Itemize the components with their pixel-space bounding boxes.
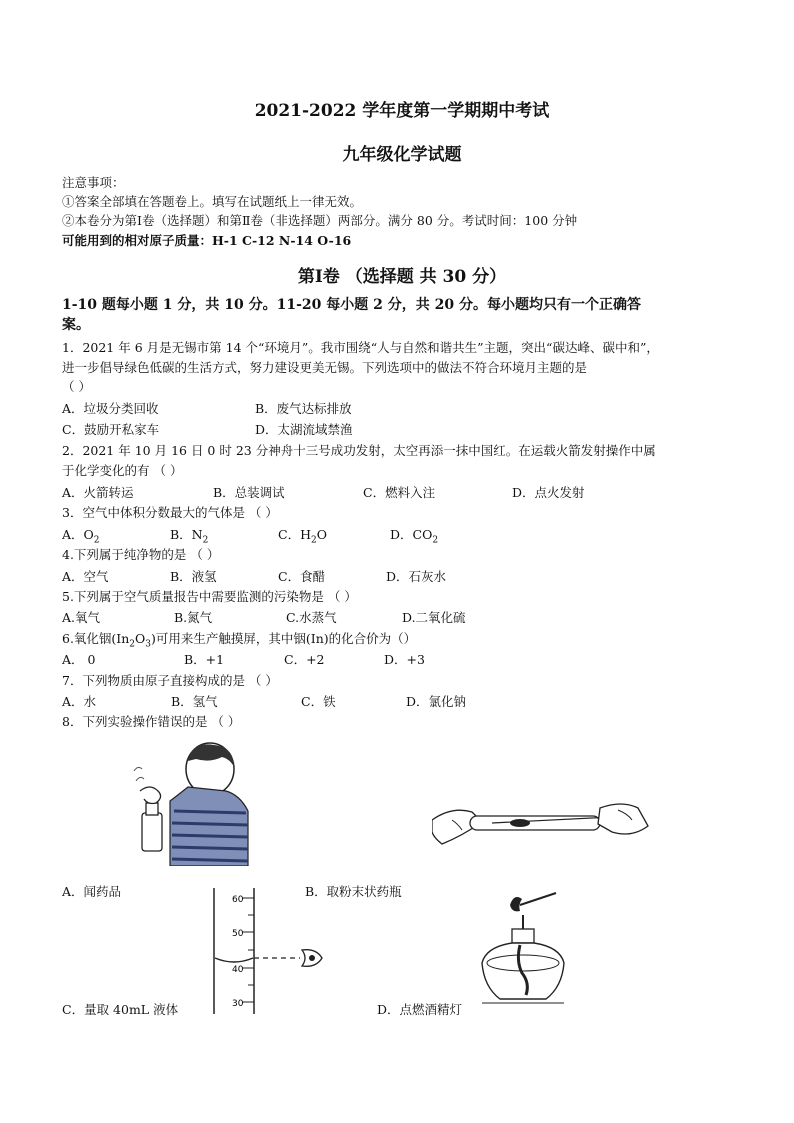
q5-option-b: B.氮气 bbox=[174, 610, 213, 625]
q7-option-c: C．铁 bbox=[301, 694, 336, 709]
graduated-cylinder-figure bbox=[212, 886, 332, 1016]
q2-option-d: D．点火发射 bbox=[512, 485, 585, 500]
q3-option-c: C．$H_2O$ bbox=[278, 527, 327, 546]
q8-option-a: A．闻药品 bbox=[62, 884, 122, 899]
q5-stem: 5.下列属于空气质量报告中需要监测的污染物是 （ ） bbox=[62, 589, 357, 604]
q4-option-d: D．石灰水 bbox=[386, 569, 447, 584]
q5-option-c: C.水蒸气 bbox=[286, 610, 337, 625]
q3-option-b: B．$N_2$ bbox=[170, 527, 209, 546]
q4-option-a: A．空气 bbox=[62, 569, 109, 584]
q2-stem-cont: 于化学变化的有 （ ） bbox=[62, 463, 183, 478]
q7-option-d: D．氯化钠 bbox=[406, 694, 467, 709]
exam-subtitle: 九年级化学试题 bbox=[342, 145, 462, 165]
q6-option-d: D．+3 bbox=[384, 652, 425, 667]
q5-option-d: D.二氧化硫 bbox=[402, 610, 466, 625]
atomic-masses: 可能用到的相对原子质量：H-1 C-12 N-14 O-16 bbox=[62, 233, 352, 248]
q7-stem: 7．下列物质由原子直接构成的是 （ ） bbox=[62, 673, 278, 688]
cylinder-tick-50: 50 bbox=[232, 929, 244, 939]
q8-option-d: D．点燃酒精灯 bbox=[377, 1002, 463, 1017]
q8-stem: 8．下列实验操作错误的是 （ ） bbox=[62, 714, 241, 729]
cylinder-tick-40: 40 bbox=[232, 965, 244, 975]
q2-option-c: C．燃料入注 bbox=[363, 485, 436, 500]
q1-option-a: A．垃圾分类回收 bbox=[62, 401, 159, 416]
cylinder-tick-60: 60 bbox=[232, 895, 244, 905]
smelling-chemical-figure bbox=[130, 741, 260, 866]
note-2: ②本卷分为第Ⅰ卷（选择题）和第Ⅱ卷（非选择题）两部分。满分 80 分。考试时间：100 分钟 bbox=[62, 213, 578, 228]
q3-option-a: A．$O_2$ bbox=[62, 527, 100, 546]
q4-option-c: C．食醋 bbox=[278, 569, 326, 584]
section-instructions: 1-10 题每小题 1 分，共 10 分。11-20 每小题 2 分，共 20 分。每小题均只有一个正确答 bbox=[62, 297, 641, 313]
q6-option-b: B．+1 bbox=[184, 652, 225, 667]
q3-stem: 3．空气中体积分数最大的气体是 （ ） bbox=[62, 505, 278, 520]
exam-title: 2021-2022 学年度第一学期期中考试 bbox=[254, 101, 550, 121]
q7-option-a: A．水 bbox=[62, 694, 97, 709]
q1-stem: 1．2021 年 6 月是无锡市第 14 个“环境月”。我市围绕“人与自然和谐共生”主题，突出“碳达峰、碳中和”， bbox=[62, 340, 659, 355]
note-1: ①答案全部填在答题卷上。填写在试题纸上一律无效。 bbox=[62, 194, 363, 209]
q2-option-a: A．火箭转运 bbox=[62, 485, 134, 500]
test-tube-powder-figure bbox=[432, 786, 652, 866]
q6-option-a: A． 0 bbox=[62, 652, 96, 667]
q3-option-d: D．$CO_2$ bbox=[390, 527, 439, 546]
q4-stem: 4.下列属于纯净物的是 （ ） bbox=[62, 547, 220, 562]
q2-option-b: B．总装调试 bbox=[213, 485, 285, 500]
alcohol-lamp-figure bbox=[472, 891, 572, 1011]
q4-option-b: B．液氢 bbox=[170, 569, 217, 584]
q1-option-d: D．太湖流域禁渔 bbox=[255, 422, 353, 437]
q8-option-c: C．量取 40mL 液体 bbox=[62, 1002, 179, 1017]
q5-option-a: A.氧气 bbox=[62, 610, 101, 625]
q8-option-b: B．取粉末状药瓶 bbox=[305, 884, 402, 899]
q1-stem-cont: 进一步倡导绿色低碳的生活方式，努力建设更美无锡。下列选项中的做法不符合环境月主题的是 bbox=[62, 360, 588, 375]
q6-option-c: C．+2 bbox=[284, 652, 325, 667]
section-title: 第Ⅰ卷 （选择题 共 30 分） bbox=[297, 267, 507, 287]
q1-option-b: B．废气达标排放 bbox=[255, 401, 352, 416]
q6-stem: 6.氧化铟$(In_2O_3)$可用来生产触摸屏，其中铟(In)的化合价为（） bbox=[62, 631, 417, 650]
q1-option-c: C．鼓励开私家车 bbox=[62, 422, 160, 437]
q7-option-b: B．氢气 bbox=[171, 694, 218, 709]
notes-heading: 注意事项： bbox=[62, 175, 125, 190]
section-instructions-cont: 案。 bbox=[62, 317, 90, 333]
q2-stem: 2．2021 年 10 月 16 日 0 时 23 分神舟十三号成功发射，太空再添一抹中国红。在运载火箭发射操作中属 bbox=[62, 443, 656, 458]
q1-bracket: （ ） bbox=[62, 379, 91, 394]
cylinder-tick-30: 30 bbox=[232, 999, 244, 1009]
